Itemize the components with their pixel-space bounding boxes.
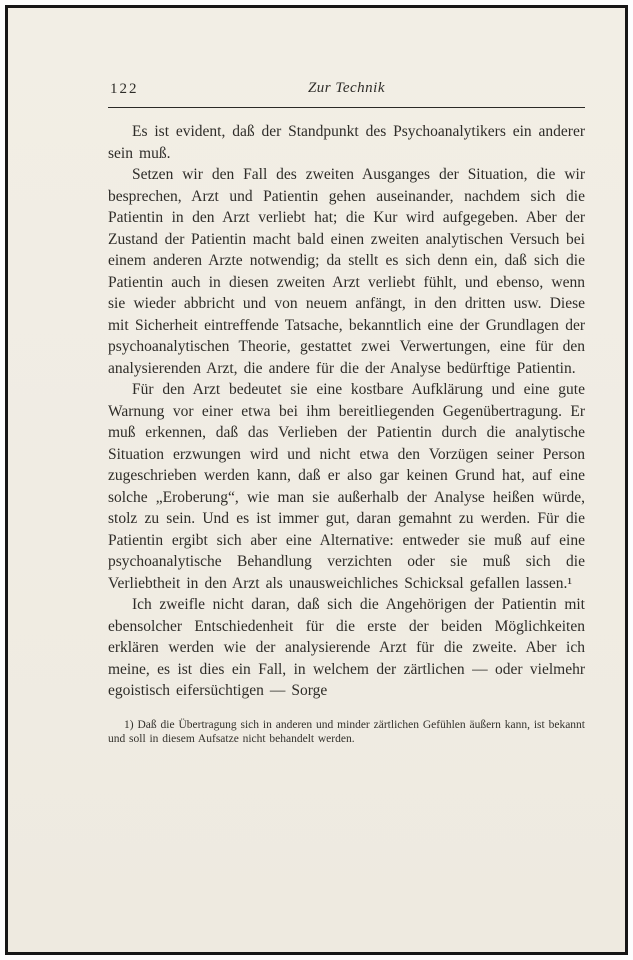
footnote-line (108, 718, 585, 747)
scanned-page (5, 5, 628, 955)
body-text (108, 121, 585, 702)
body-paragraph: Setzen wir den Fall des zweiten Ausganges der Situation, die wir besprechen, Arzt und Patientin gehen auseinander, nachdem sich die Patientin in den Arzt verliebt hat; die Kur wird aufgegeben. Aber der Zustand der Patientin macht bald einen zweiten analytischen Versuch bei einem anderen Arzte notwendig; da stellt es sich denn ein, daß sich die Patientin auch in diesen zweiten Arzt verliebt fühlt, und ebenso, wenn sie wieder abbricht und von neuem anfängt, in den dritten usw. Diese mit Sicherheit eintreffende Tatsache, bekanntlich eine der Grundlagen der psychoanalytischen Theorie, gestattet zwei Verwertungen, eine für den analysierenden Arzt, die andere für die der Analyse bedürftige Patientin. (108, 166, 585, 377)
body-paragraph: Ich zweifle nicht daran, daß sich die Angehörigen der Patientin mit ebensolcher Entschiedenheit für die erste der beiden Möglichkeiten erklären werden wie der analysierende Arzt für die zweite. Aber ich meine, es ist dies ein Fall, in welchem der zärtlichen — oder vielmehr egoistisch eifersüchtigen — Sorge (108, 596, 585, 699)
running-title: Zur Technik (307, 80, 386, 96)
page-header (108, 80, 585, 100)
page-number: 122 (110, 81, 139, 97)
footnote-text: Daß die Übertragung sich in anderen und minder zärtlichen Gefühlen äußern kann, ist bekannt und soll in diesem Aufsatze nicht behandelt werden. (108, 718, 586, 745)
page-content (8, 8, 625, 952)
body-paragraph: Es ist evident, daß der Standpunkt des Psychoanalytikers ein anderer sein muß. (108, 123, 585, 162)
header-rule (108, 107, 585, 108)
body-paragraph: Für den Arzt bedeutet sie eine kostbare Aufklärung und eine gute Warnung vor einer etwa bei ihm bereitliegenden Gegenübertragung. Er muß erkennen, daß das Verlieben der Patientin durch die analytische Situation erzwungen wird und nicht etwa den Vorzügen seiner Person zugeschrieben werden kann, daß er also gar keinen Grund hat, auf eine solche „Eroberung“, wie man sie außerhalb der Analyse heißen würde, stolz zu sein. Und es ist immer gut, daran gemahnt zu werden. Für die Patientin ergibt sich aber eine Alternative: entweder sie muß auf eine psychoanalytische Behandlung verzichten oder sie muß sich die Verliebtheit in den Arzt als unausweichliches Schicksal gefallen lassen.¹ (108, 381, 585, 592)
footnote-marker: 1) (124, 718, 134, 731)
footnote (108, 718, 585, 747)
